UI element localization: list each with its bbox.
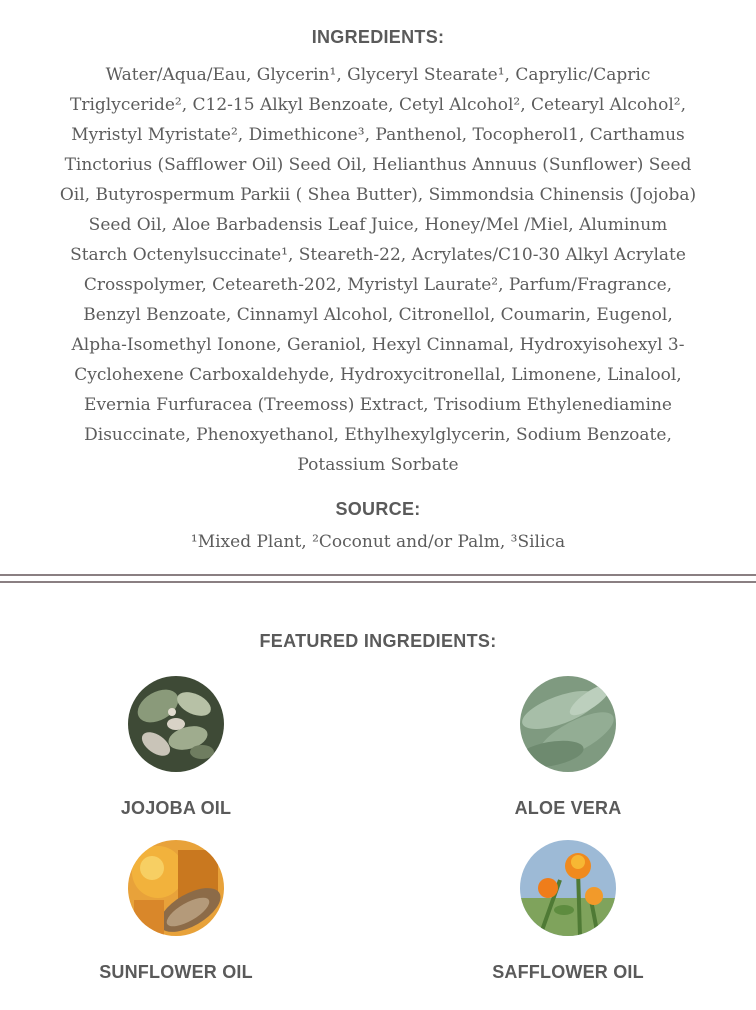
featured-ingredients-heading: FEATURED INGREDIENTS: [259,631,497,651]
section-divider-bottom [0,581,756,583]
source-heading: SOURCE: [335,499,421,519]
source-text: ¹Mixed Plant, ²Coconut and/or Palm, ³Silica [190,532,566,552]
sunflower-oil-image [128,840,224,936]
sunflower-oil-label: SUNFLOWER OIL [99,962,253,982]
ingredients-heading: INGREDIENTS: [311,27,445,47]
ingredients-list: Water/Aqua/Eau, Glycerin¹, Glyceryl Stearate¹, Caprylic/Capric Triglyceride², C12-15 Alkyl Benzoate, Cetyl Alcohol², Cetearyl Alcohol², Myristyl Myristate², Dimethicone³, Panthenol, Tocopherol1, Carthamus Tinctorius (Safflower Oil) Seed Oil, Helianthus Annuus (Sunflower) Seed Oil, Butyrospermum Parkii ( Shea Butter), Simmondsia Chinensis (Jojoba) Seed Oil, Aloe Barbadensis Leaf Juice, Honey/Mel /Miel, Aluminum Starch Octenylsuccinate¹, Steareth-22, Acrylates/C10-30 Alkyl Acrylate Crosspolymer, Ceteareth-202, Myristyl Laurate², Parfum/Fragrance, Benzyl Benzoate, Cinnamyl Alcohol, Citronellol, Coumarin, Eugenol, Alpha-Isomethyl Ionone, Geraniol, Hexyl Cinnamal, Hydroxyisohexyl 3-Cyclohexene Carboxaldehyde, Hydroxycitronellal, Limonene, Linalool, Evernia Furfuracea (Treemoss) Extract, Trisodium Ethylenediamine Disuccinate, Phenoxyethanol, Ethylhexylglycerin, Sodium Benzoate, Potassium Sorbate [59,65,697,475]
featured-item-sunflower [26,840,326,983]
featured-item-safflower [418,840,718,983]
featured-item-aloe [418,676,718,819]
featured-item-jojoba [26,676,326,819]
safflower-oil-label: SAFFLOWER OIL [492,962,644,982]
safflower-flowers-image [520,840,616,936]
jojoba-plant-image [128,676,224,772]
aloe-vera-label: ALOE VERA [514,798,622,818]
section-divider-top [0,574,756,576]
jojoba-oil-label: JOJOBA OIL [120,798,232,818]
aloe-leaves-image [520,676,616,772]
